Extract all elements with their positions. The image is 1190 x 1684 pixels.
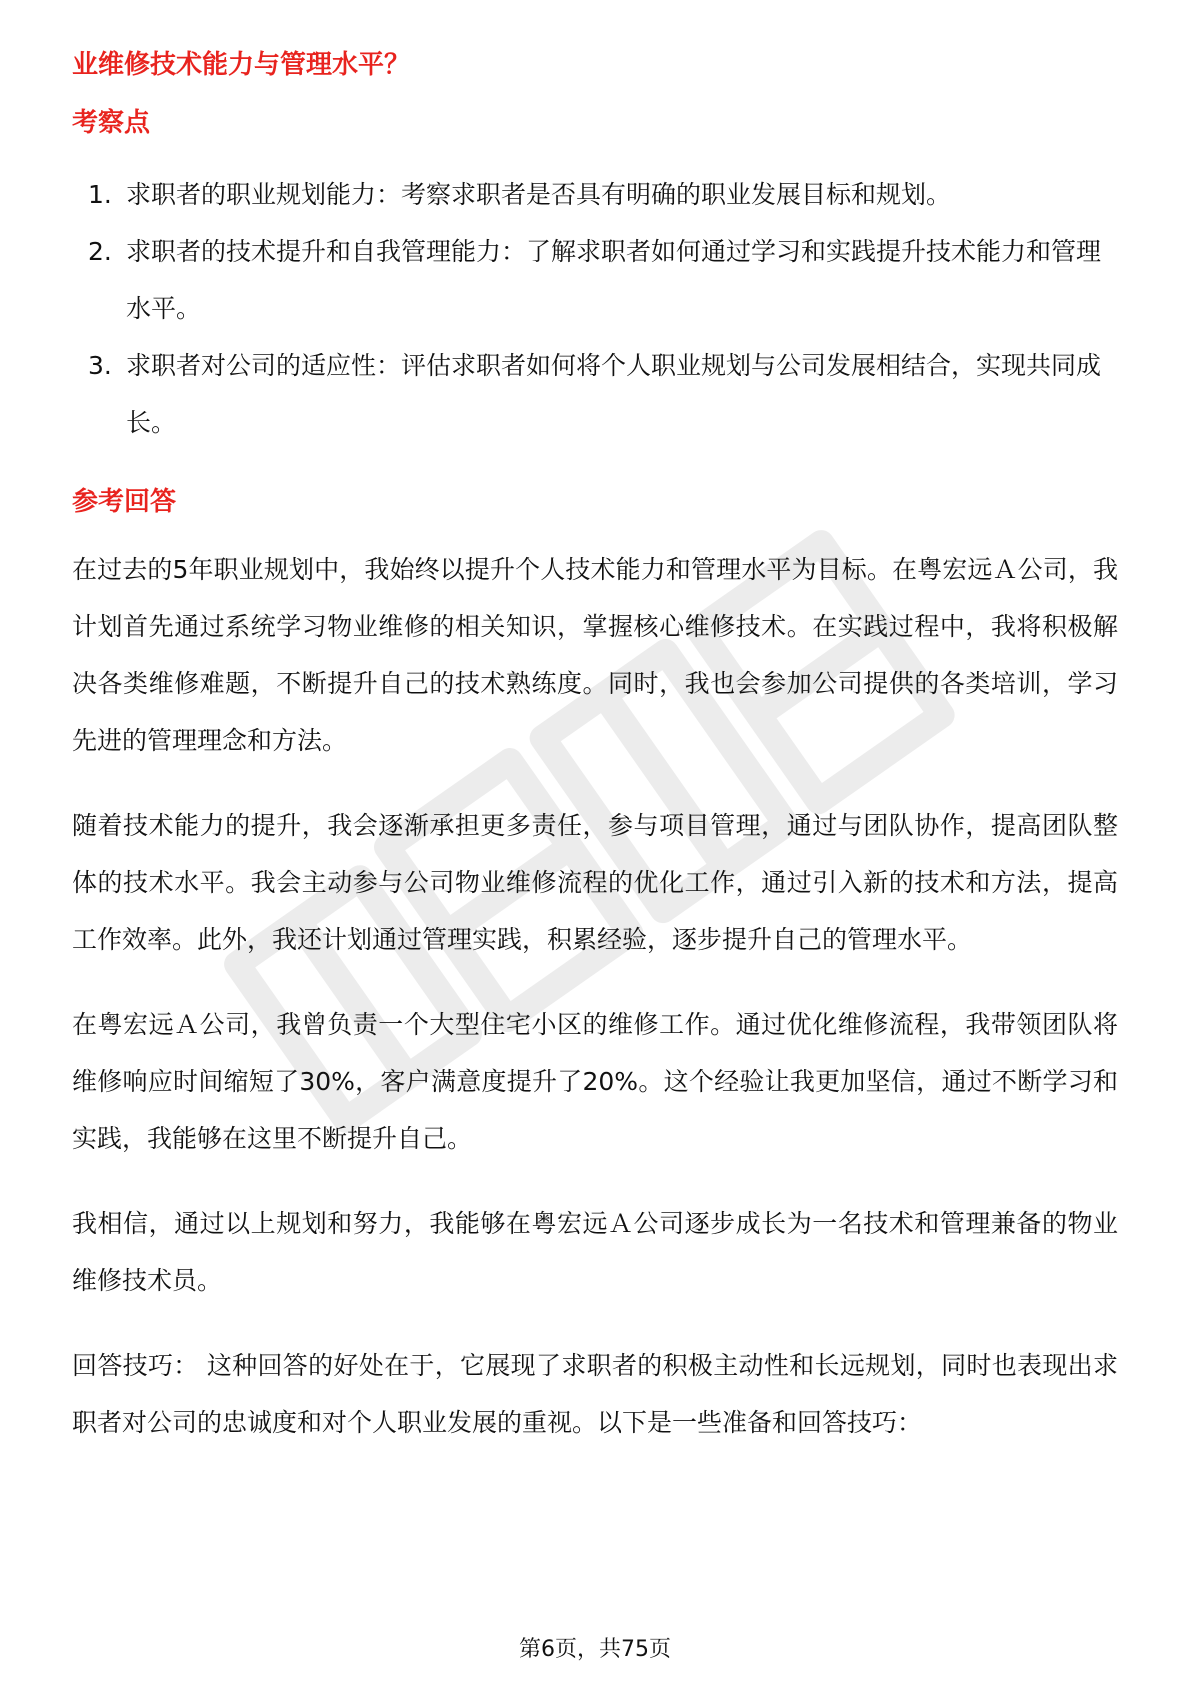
list-item-number: 2. <box>88 237 112 266</box>
answer-tips-paragraph: 回答技巧： 这种回答的好处在于，它展现了求职者的积极主动性和长远规划，同时也表现出求职者对公司的忠诚度和对个人职业发展的重视。以下是一些准备和回答技巧： <box>72 1351 1118 1437</box>
question-title: 业维修技术能力与管理水平？ <box>72 50 411 80</box>
answer-heading: 参考回答 <box>72 487 177 517</box>
document-content <box>72 46 1118 1479</box>
answer-paragraph: 随着技术能力的提升，我会逐渐承担更多责任，参与项目管理，通过与团队协作，提高团队整体的技术水平。我会主动参与公司物业维修流程的优化工作，通过引入新的技术和方法，提高工作效率。此外，我还计划通过管理实践，积累经验，逐步提升自己的管理水平。 <box>72 811 1118 954</box>
list-item <box>72 337 1118 451</box>
answer-paragraph: 在过去的5年职业规划中，我始终以提升个人技术能力和管理水平为目标。在粤宏远Ａ公司，我计划首先通过系统学习物业维修的相关知识，掌握核心维修技术。在实践过程中，我将积极解决各类维修难题，不断提升自己的技术熟练度。同时，我也会参加公司提供的各类培训，学习先进的管理理念和方法。 <box>72 555 1118 755</box>
list-item-text: 求职者的技术提升和自我管理能力：了解求职者如何通过学习和实践提升技术能力和管理水平。 <box>126 237 1102 323</box>
answer-paragraph: 我相信，通过以上规划和努力，我能够在粤宏远Ａ公司逐步成长为一名技术和管理兼备的物业维修技术员。 <box>72 1209 1118 1295</box>
list-item <box>72 166 1118 223</box>
list-item-number: 1. <box>88 180 112 209</box>
list-item <box>72 223 1118 337</box>
list-item-number: 3. <box>88 351 112 380</box>
list-item-text: 求职者的职业规划能力：考察求职者是否具有明确的职业发展目标和规划。 <box>126 180 952 209</box>
list-item-text: 求职者对公司的适应性：评估求职者如何将个人职业规划与公司发展相结合，实现共同成长。 <box>126 351 1102 437</box>
answer-paragraph: 在粤宏远Ａ公司，我曾负责一个大型住宅小区的维修工作。通过优化维修流程，我带领团队将维修响应时间缩短了30%，客户满意度提升了20%。这个经验让我更加坚信，通过不断学习和实践，我能够在这里不断提升自己。 <box>72 1010 1118 1153</box>
examine-list <box>72 166 1118 451</box>
page-number-footer: 第6页，共75页 <box>519 1637 671 1662</box>
examine-heading: 考察点 <box>72 108 151 138</box>
